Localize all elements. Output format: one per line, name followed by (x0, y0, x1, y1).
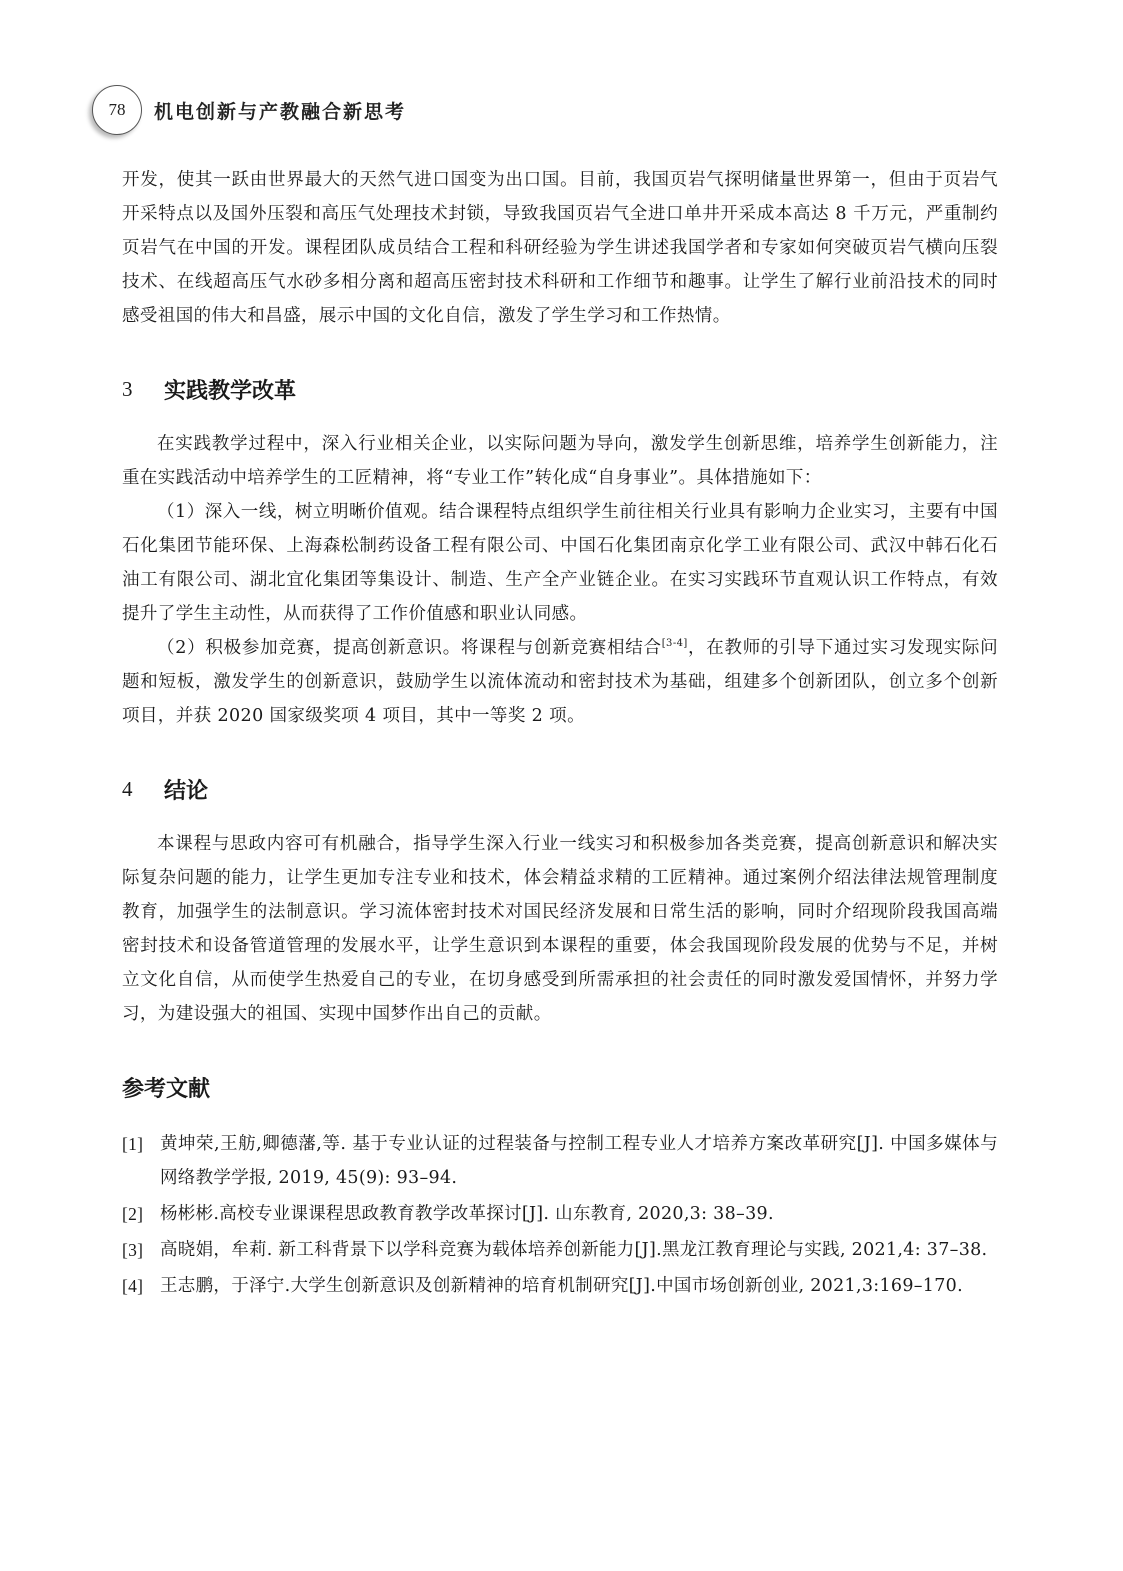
section-4-title: 结论 (164, 778, 209, 804)
reference-item (122, 1269, 998, 1303)
section-4-heading (122, 769, 998, 809)
reference-list (122, 1127, 998, 1303)
reference-text: 王志鹏，于泽宁.大学生创新意识及创新精神的培育机制研究[J].中国市场创新创业, 2021,3:169–170. (160, 1276, 963, 1296)
reference-item (122, 1233, 998, 1267)
reference-text: 杨彬彬.高校专业课课程思政教育教学改革探讨[J]. 山东教育, 2020,3: 38–39. (160, 1204, 774, 1224)
section-3-number: 3 (122, 376, 133, 401)
reference-number: [3] (122, 1240, 144, 1260)
reference-number: [4] (122, 1276, 144, 1296)
section-3-item-1: （1）深入一线，树立明晰价值观。结合课程特点组织学生前往相关行业具有影响力企业实习，主要有中国石化集团节能环保、上海森松制药设备工程有限公司、中国石化集团南京化学工业有限公司、武汉中韩石化石油工有限公司、湖北宜化集团等集设计、制造、生产全产业链企业。在实习实践环节直观认识工作特点，有效提升了学生主动性，从而获得了工作价值感和职业认同感。 (122, 502, 998, 624)
reference-item (122, 1127, 998, 1195)
reference-number: [2] (122, 1204, 144, 1224)
reference-text: 高晓娟，牟莉. 新工科背景下以学科竞赛为载体培养创新能力[J].黑龙江教育理论与实践, 2021,4: 37–38. (160, 1240, 988, 1260)
section-3-item-2-text-b: ，在教师的引导下通过实习发现实际问题和短板，激发学生的创新意识，鼓励学生以流体流动和密封技术为基础，组建多个创新团队，创立多个创新项目，并获 2020 国家级奖项 4 项目，其中一等奖 2 项。 (122, 638, 998, 726)
section-3-paragraph: 在实践教学过程中，深入行业相关企业，以实际问题为导向，激发学生创新思维，培养学生创新能力，注重在实践活动中培养学生的工匠精神，将“专业工作”转化成“自身事业”。具体措施如下： (122, 434, 998, 488)
section-3-heading (122, 369, 998, 409)
section-4-number: 4 (122, 776, 133, 801)
reference-text: 黄坤荣,王舫,卿德藩,等. 基于专业认证的过程装备与控制工程专业人才培养方案改革研究[J]. 中国多媒体与网络教学学报, 2019, 45(9): 93–94. (160, 1134, 998, 1188)
running-title: 机电创新与产教融合新思考 (154, 100, 407, 123)
section-3-title: 实践教学改革 (164, 378, 297, 404)
citation-marker: [3-4] (661, 638, 688, 650)
section-3-item-2 (122, 631, 998, 733)
page-header (92, 82, 406, 138)
references-heading: 参考文献 (122, 1076, 211, 1102)
section-3-item-2-text-a: （2）积极参加竞赛，提高创新意识。将课程与创新竞赛相结合 (157, 638, 662, 658)
section-4-paragraph: 本课程与思政内容可有机融合，指导学生深入行业一线实习和积极参加各类竞赛，提高创新意识和解决实际复杂问题的能力，让学生更加专注专业和技术，体会精益求精的工匠精神。通过案例介绍法律法规管理制度教育，加强学生的法制意识。学习流体密封技术对国民经济发展和日常生活的影响，同时介绍现阶段我国高端密封技术和设备管道管理的发展水平，让学生意识到本课程的重要，体会我国现阶段发展的优势与不足，并树立文化自信，从而使学生热爱自己的专业，在切身感受到所需承担的社会责任的同时激发爱国情怀，并努力学习，为建设强大的祖国、实现中国梦作出自己的贡献。 (122, 834, 998, 1024)
page-body (122, 163, 998, 1305)
intro-paragraph: 开发，使其一跃由世界最大的天然气进口国变为出口国。目前，我国页岩气探明储量世界第一，但由于页岩气开采特点以及国外压裂和高压气处理技术封锁，导致我国页岩气全进口单井开采成本高达 8 千万元，严重制约页岩气在中国的开发。课程团队成员结合工程和科研经验为学生讲述我国学者和专家如何突破页岩气横向压裂技术、在线超高压气水砂多相分离和超高压密封技术科研和工作细节和趣事。让学生了解行业前沿技术的同时感受祖国的伟大和昌盛，展示中国的文化自信，激发了学生学习和工作热情。 (122, 170, 998, 326)
reference-number: [1] (122, 1134, 144, 1154)
page-number-badge: 78 (92, 85, 142, 135)
reference-item (122, 1197, 998, 1231)
